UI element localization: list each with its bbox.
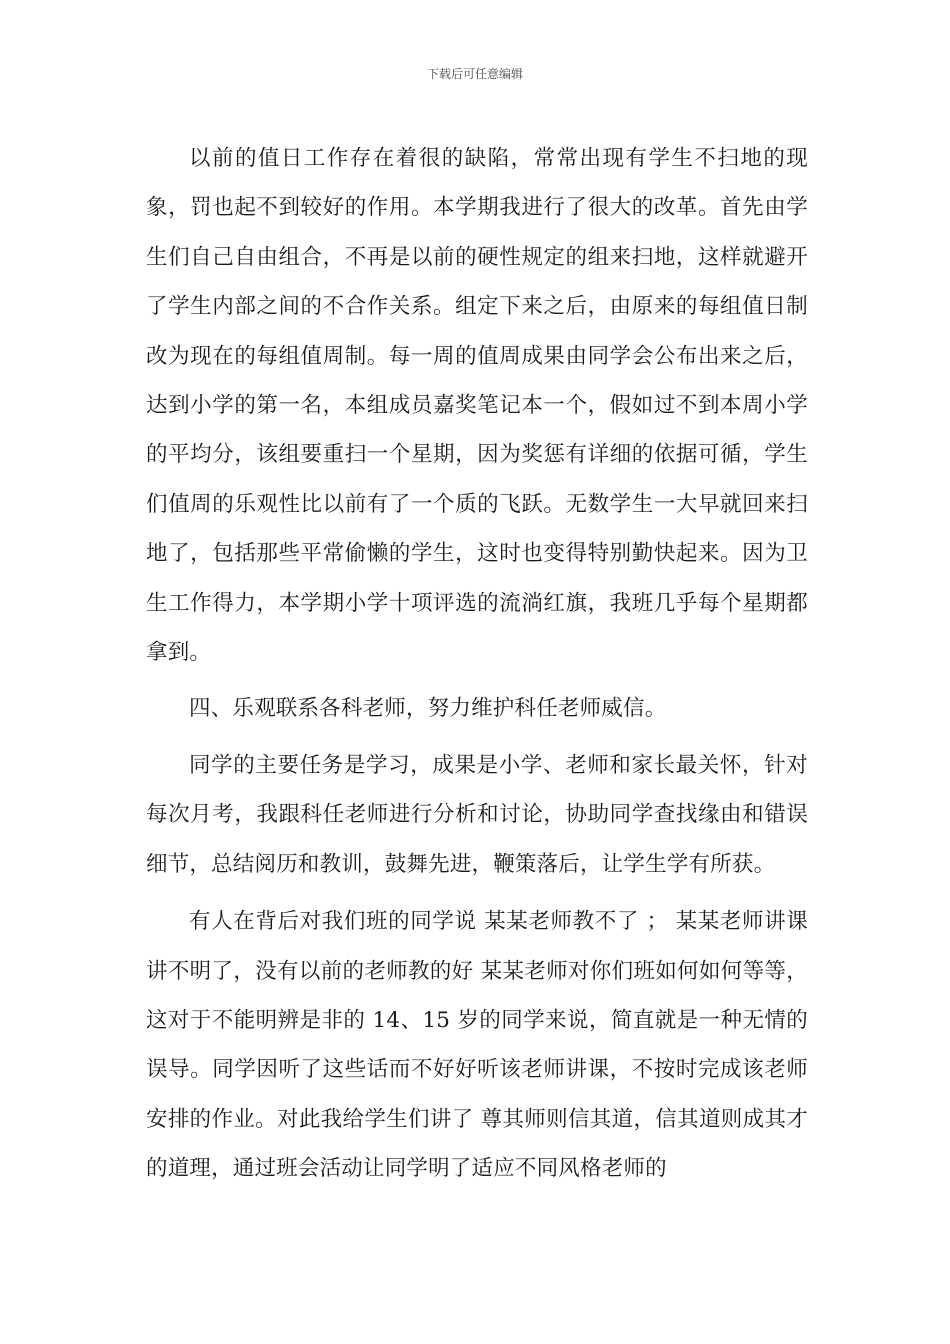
document-body [146,134,808,1194]
paragraph-teacher-prestige: 有人在背后对我们班的同学说 某某老师教不了 ； 某某老师讲课讲不明了，没有以前的老师教的好 某某老师对你们班如何如何等等，这对于不能明辨是非的 14、15 岁的同学来说，简直就是一种无情的误导。同学因听了这些话而不好好听该老师讲课，不按时完成该老师安排的作业。对此我给学生们讲了 尊其师则信其道，信其道则成其才 的道理，通过班会活动让同学明了适应不同风格老师的 [146,909,808,1182]
page-header-caption: 下载后可任意编辑 [426,67,523,81]
section-heading-teacher-liaison: 四、乐观联系各科老师，努力维护科任老师威信。 [189,696,667,722]
paragraph-duty-reform: 以前的值日工作存在着很的缺陷，常常出现有学生不扫地的现象，罚也起不到较好的作用。本学期我进行了很大的改革。首先由学生们自己自由组合，不再是以前的硬性规定的组来扫地，这样就避开了学生内部之间的不合作关系。组定下来之后，由原来的每组值日制改为现在的每组值周制。每一周的值周成果由同学会公布出来之后，达到小学的第一名，本组成员嘉奖笔记本一个，假如过不到本周小学的平均分，该组要重扫一个星期，因为奖惩有详细的依据可循，学生们值周的乐观性比以前有了一个质的飞跃。无数学生一大早就回来扫地了，包括那些平常偷懒的学生，这时也变得特别勤快起来。因为卫生工作得力，本学期小学十项评选的流淌红旗，我班几乎每个星期都拿到。 [146,146,808,666]
paragraph-study-analysis: 同学的主要任务是学习，成果是小学、老师和家长最关怀，针对每次月考，我跟科任老师进行分析和讨论，协助同学查找缘由和错误细节，总结阅历和教训，鼓舞先进，鞭策落后，让学生学有所获。 [146,752,808,877]
